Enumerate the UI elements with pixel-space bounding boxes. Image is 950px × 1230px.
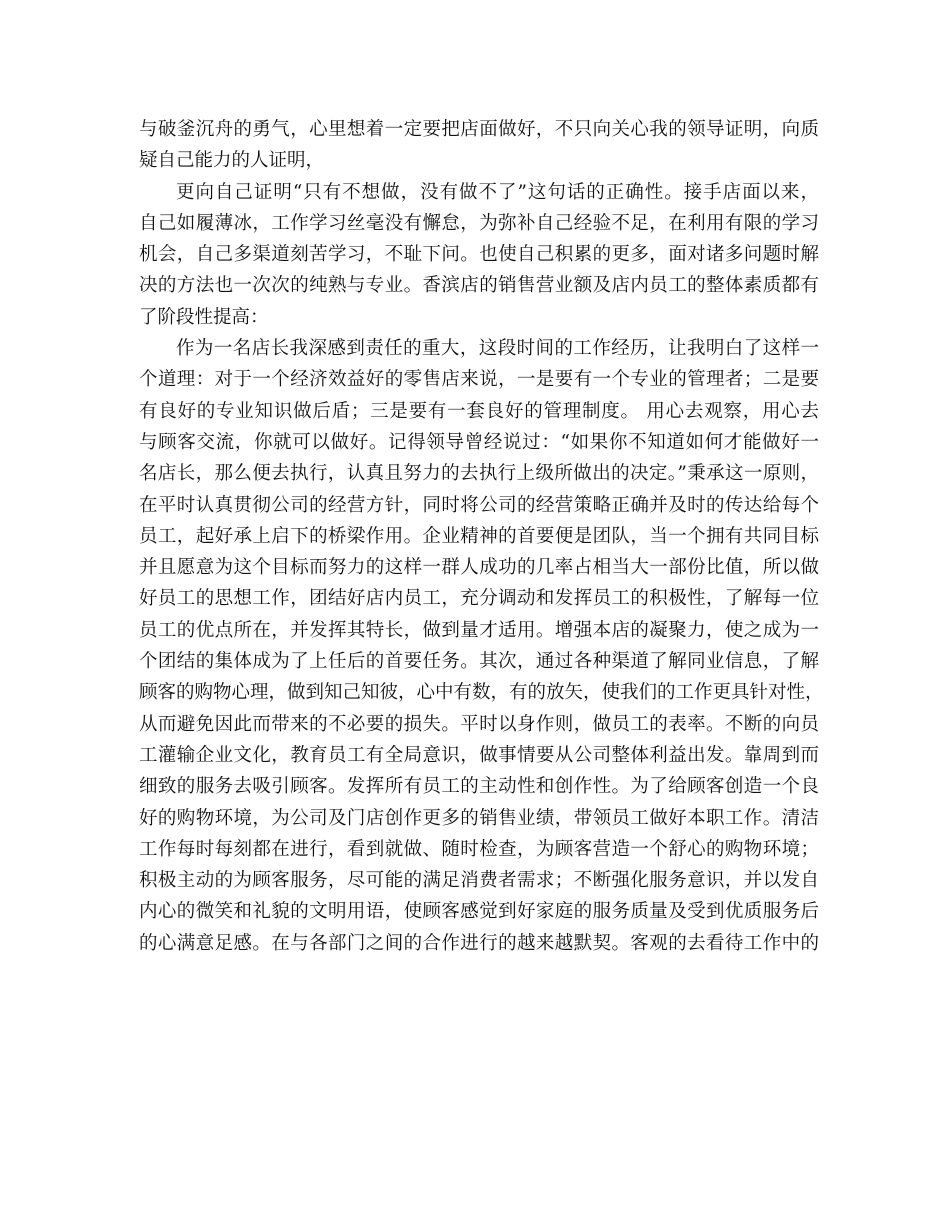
text-line: 并且愿意为这个目标而努力的这样一群人成功的几率占相当大一部份比值，所以做 [139, 557, 819, 579]
text-line: 与破釜沉舟的勇气，心里想着一定要把店面做好，不只向关心我的领导证明，向质 [139, 119, 819, 140]
text-line: 机会，自己多渠道刻苦学习，不耻下问。也使自己积累的更多，面对诸多问题时解 [139, 244, 819, 266]
text-line: 员工，起好承上启下的桥梁作用。企业精神的首要便是团队，当一个拥有共同目标 [139, 525, 819, 547]
text-line: 工灌输企业文化，教育员工有全局意识，做事情要从公司整体利益出发。靠周到而 [139, 744, 819, 766]
text-line: 作为一名店长我深感到责任的重大，这段时间的工作经历，让我明白了这样一 [176, 338, 819, 360]
text-line: 细致的服务去吸引顾客。发挥所有员工的主动性和创作性。为了给顾客创造一个良 [139, 776, 819, 798]
text-line: 自己如履薄冰，工作学习丝毫没有懈怠，为弥补自己经验不足，在利用有限的学习 [139, 212, 819, 234]
text-line: 顾客的购物心理，做到知己知彼，心中有数，有的放矢，使我们的工作更具针对性， [139, 682, 824, 704]
text-line: 员工的优点所在，并发挥其特长，做到量才适用。增强本店的凝聚力，使之成为一 [139, 619, 819, 641]
text-line: 积极主动的为顾客服务，尽可能的满足消费者需求；不断强化服务意识，并以发自 [139, 870, 819, 892]
text-line: 名店长，那么便去执行，认真且努力的去执行上级所做出的决定。”秉承这一原则， [139, 463, 819, 485]
document-body-text [139, 114, 824, 959]
text-line: 好的购物环境，为公司及门店创作更多的销售业绩，带领员工做好本职工作。清洁 [139, 807, 819, 829]
text-line: 更向自己证明“只有不想做，没有做不了”这句话的正确性。接手店面以来， [176, 181, 819, 203]
text-line: 决的方法也一次次的纯熟与专业。香滨店的销售营业额及店内员工的整体素质都有 [139, 275, 819, 297]
text-line: 了阶段性提高： [139, 306, 269, 328]
text-line: 疑自己能力的人证明， [139, 150, 325, 172]
text-line: 工作每时每刻都在进行，看到就做、随时检查，为顾客营造一个舒心的购物环境； [139, 838, 819, 860]
text-line: 在平时认真贯彻公司的经营方针，同时将公司的经营策略正确并及时的传达给每个 [139, 494, 819, 516]
text-line: 有良好的专业知识做后盾；三是要有一套良好的管理制度。 用心去观察，用心去 [139, 400, 819, 422]
text-line: 个团结的集体成为了上任后的首要任务。其次，通过各种渠道了解同业信息，了解 [139, 651, 819, 673]
text-line: 的心满意足感。在与各部门之间的合作进行的越来越默契。客观的去看待工作中的 [139, 932, 819, 954]
text-line: 内心的微笑和礼貌的文明用语，使顾客感觉到好家庭的服务质量及受到优质服务后 [139, 901, 819, 923]
text-line: 个道理：对于一个经济效益好的零售店来说，一是要有一个专业的管理者；二是要 [139, 369, 819, 391]
text-line: 与顾客交流，你就可以做好。记得领导曾经说过：“如果你不知道如何才能做好一 [139, 431, 819, 453]
text-line: 好员工的思想工作，团结好店内员工，充分调动和发挥员工的积极性，了解每一位 [139, 588, 819, 610]
text-line: 从而避免因此而带来的不必要的损失。平时以身作则，做员工的表率。不断的向员 [139, 713, 819, 735]
